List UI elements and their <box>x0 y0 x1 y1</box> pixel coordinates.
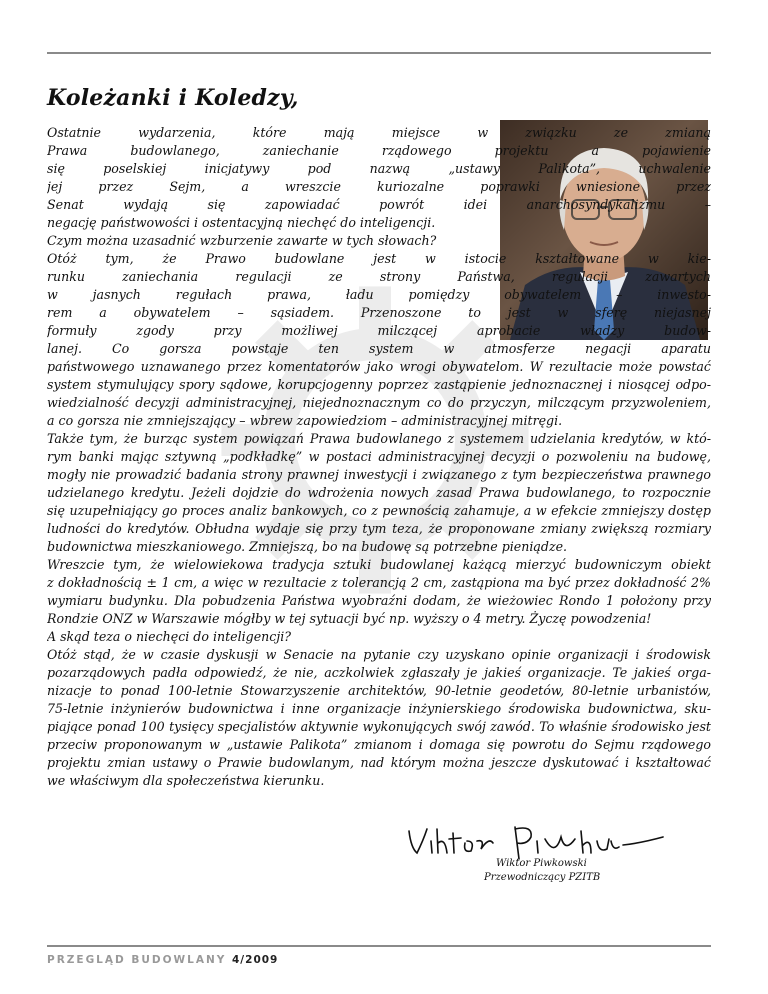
letter-line: nizacje to ponad 100-letnie Stowarzyszenie architektów, 90-letnie geodetów, 80-letnie urbanistów, <box>47 683 711 698</box>
letter-line: Senat wydają się zapowiadać powrót idei anarchosyndykalizmu – <box>47 197 711 212</box>
letter-line: Otóż stąd, że w czasie dyskusji w Senacie na pytanie czy uzyskano opinie organizacji i środowisk <box>47 647 711 662</box>
letter-line: lanej. Co gorsza powstaje ten system w atmosferze negacji aparatu <box>47 341 711 356</box>
greeting: Koleżanki i Koledzy, <box>47 85 299 111</box>
letter-line: Ostatnie wydarzenia, które mają miejsce w związku ze zmianą <box>47 125 711 140</box>
letter-line: rym banki mając sztywną „podkładkę” w postaci administracyjnej decyzji o pozwoleniu na budowę, <box>47 449 711 464</box>
letter-line: we właściwym dla społeczeństwa kierunku. <box>47 773 325 788</box>
letter-line: się poselskiej inicjatywy pod nazwą „ustawy Palikota”, uchwalenie <box>47 161 711 176</box>
letter-line: Prawa budowlanego, zaniechanie rządowego projektu a pojawienie <box>47 143 711 158</box>
letter-line: Wreszcie tym, że wielowiekowa tradycja sztuki budowlanej każącą mierzyć budowniczym obiekt <box>47 557 711 572</box>
letter-line: przeciw proponowanym w „ustawie Palikota” zmianom i domaga się powrotu do Sejmu rządowego <box>47 737 711 752</box>
letter-line: projektu zmian ustawy o Prawie budowlanym, nad którym można jeszcze dyskutować i kształtować <box>47 755 711 770</box>
letter-line: Czym można uzasadnić wzburzenie zawarte w tych słowach? <box>47 233 437 248</box>
letter-line: wymiaru budynku. Dla pobudzenia Państwa wyobraźni dodam, że wieżowiec Rondo 1 położony przy <box>47 593 711 608</box>
letter-line: wiedzialność decyzji administracyjnej, niejednoznacznym co do przyczyn, milczącym przyzwoleniem, <box>47 395 711 410</box>
letter-body <box>47 124 711 790</box>
letter-line: negację państwowości i ostentacyjną niechęć do inteligencji. <box>47 215 436 230</box>
letter-line: Rondzie ONZ w Warszawie mógłby w tej sytuacji być np. wyższy o 4 metry. Życzę powodzenia! <box>47 611 652 626</box>
bottom-divider <box>47 945 711 947</box>
issue-number: 4/2009 <box>232 954 279 966</box>
letter-line: jej przez Sejm, a wreszcie kuriozalne poprawki wniesione przez <box>47 179 711 194</box>
letter-line: 75-letnie inżynierów budownictwa i inne organizacje inżynierskiego środowiska budownictwa, sku- <box>47 701 711 716</box>
letter-line: państwowego uznawanego przez komentatorów jako wrogi obywatelom. W rezultacie może powstać <box>47 359 711 374</box>
signatory-role: Przewodniczący PZITB <box>484 872 601 883</box>
magazine-name: PRZEGLĄD BUDOWLANY <box>47 954 227 966</box>
letter-line: udzielanego kredytu. Jeżeli dojdzie do wdrożenia nowych zasad Prawa budowlanego, to rozpocznie <box>47 485 711 500</box>
letter-line: a co gorsza nie zmniejszający – wbrew zapowiedziom – administracyjnej mitręgi. <box>47 413 563 428</box>
letter-line: ludności do kredytów. Obłudna wydaje się przy tym teza, że proponowane zmiany zwiększą rozmiary <box>47 521 711 536</box>
letter-line: pozarządowych padła odpowiedź, że nie, aczkolwiek zgłaszały je jakieś organizacje. Te jakieś orga- <box>47 665 711 680</box>
letter-line: się uzupełniający go proces analiz bankowych, co z pewnością zahamuje, a w efekcie zmniejszy dostęp <box>47 503 711 518</box>
letter-line: z dokładnością ± 1 cm, a więc w rezultacie z tolerancją 2 cm, zastąpiona ma być przez dokładność 2% <box>47 575 711 590</box>
letter-line: runku zaniechania regulacji ze strony Państwa, regulacji zawartych <box>47 269 711 284</box>
letter-line: budownictwa mieszkaniowego. Zmniejszą, bo na budowę są potrzebne pieniądze. <box>47 539 568 554</box>
letter-line: piające ponad 100 tysięcy specjalistów aktywnie wykonujących swój zawód. To właśnie środowisko jest <box>47 719 711 734</box>
letter-line: formuły zgody przy możliwej milczącej aprobacie władzy budow- <box>47 323 711 338</box>
signatory-name: Wiktor Piwkowski <box>496 858 587 869</box>
letter-line: mogły nie prowadzić badania strony prawnej inwestycji i związanego z tym bezpieczeństwa prawnego <box>47 467 711 482</box>
letter-line: A skąd teza o niechęci do inteligencji? <box>47 629 292 644</box>
letter-line: w jasnych regułach prawa, ładu pomiędzy obywatelem – inwesto- <box>47 287 711 302</box>
letter-line: system stymulujący spory sądowe, korupcjogenny poprzez zastąpienie jednoznacznej i niosącej odpo- <box>47 377 711 392</box>
letter-line: rem a obywatelem – sąsiadem. Przenoszone to jest w sferę niejasnej <box>47 305 711 320</box>
letter-line: Także tym, że burząc system powiązań Prawa budowlanego z systemem udzielania kredytów, w któ- <box>47 431 711 446</box>
top-divider <box>47 52 711 54</box>
letter-line: Otóż tym, że Prawo budowlane jest w istocie kształtowane w kie- <box>47 251 711 266</box>
footer <box>47 954 278 966</box>
